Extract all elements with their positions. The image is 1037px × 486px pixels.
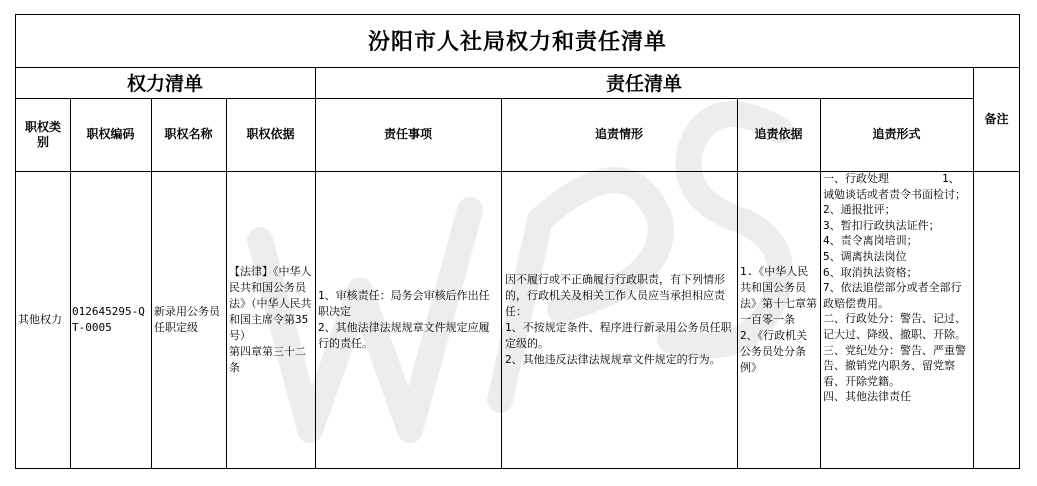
accountability-form-line: 2、通报批评； — [823, 203, 896, 217]
responsibility-list-table — [15, 14, 1020, 469]
duty-line: 2、其他法律法规规章文件规定应履行的责任。 — [318, 320, 490, 350]
category-value: 其他权力 — [18, 312, 62, 326]
accountability-basis-line: 2、《行政机关公务员处分条例》 — [740, 328, 808, 374]
duty-line: 1、审核责任：局务会审核后作出任职决定 — [318, 288, 490, 318]
basis-value: 【法律】《中华人民共和国公务员法》（中华人民共和国主席令第35号） 第四章第三十二条 — [229, 264, 312, 374]
accountability-basis-line: 1.《中华人民共和国公务员法》第十七章第一百零一条 — [740, 264, 817, 326]
basis-header: 职权依据 — [246, 127, 295, 141]
category-header: 职权类别 — [24, 119, 61, 149]
accountability-form-line: 三、党纪处分：警告、严重警告、撤销党内职务、留党察看、开除党籍。 四、其他法律责任 — [823, 343, 967, 404]
accountability-line: 2、其他违反法律法规规章文件规定的行为。 — [505, 352, 721, 366]
accountability-form-line: 一、行政处理 1、诫勉谈话或者责令书面检讨； — [823, 172, 966, 201]
row-remark-cell — [973, 171, 1020, 468]
accountability-form-line: 5、调离执法岗位 — [823, 249, 907, 263]
row-accountability-cell — [501, 171, 737, 468]
code-header: 职权编码 — [86, 127, 135, 141]
row-accountability-form-cell — [820, 171, 973, 468]
accountability-form-line: 7、依法追偿部分或者全部行政赔偿费用。 — [823, 281, 962, 310]
accountability-header: 追责情形 — [594, 127, 643, 141]
responsibility-list-header: 责任清单 — [605, 73, 682, 95]
accountability-line: 因不履行或不正确履行行政职责，有下列情形的，行政机关及相关工作人员应当承担相应责任： — [505, 272, 725, 318]
row-accountability-basis-cell — [737, 171, 820, 468]
row-basis-cell — [226, 171, 315, 468]
accountability-form-line: 4、责令离岗培训； — [823, 234, 918, 248]
accountability-basis-header: 追责依据 — [754, 127, 803, 141]
row-code-cell — [70, 171, 151, 468]
name-header: 职权名称 — [164, 127, 213, 141]
accountability-form-line: 6、取消执法资格； — [823, 265, 918, 279]
row-duty-cell — [315, 171, 501, 468]
power-list-header: 权力清单 — [126, 73, 203, 95]
code-value: 012645295-QT-0005 — [72, 304, 145, 334]
accountability-line: 1、不按规定条件、程序进行新录用公务员任职定级的。 — [505, 320, 732, 350]
accountability-form-header: 追责形式 — [872, 127, 921, 141]
accountability-form-line: 3、暂扣行政执法证件； — [823, 218, 940, 232]
accountability-form-line: 二、行政处分：警告、记过、记大过、降级、撤职、开除。 — [823, 312, 966, 341]
row-category-cell — [16, 171, 70, 468]
name-value: 新录用公务员任职定级 — [154, 304, 220, 334]
row-name-cell — [151, 171, 226, 468]
table-title: 汾阳市人社局权力和责任清单 — [367, 30, 667, 55]
remark-header: 备注 — [984, 111, 1009, 126]
duty-header: 责任事项 — [383, 127, 432, 141]
